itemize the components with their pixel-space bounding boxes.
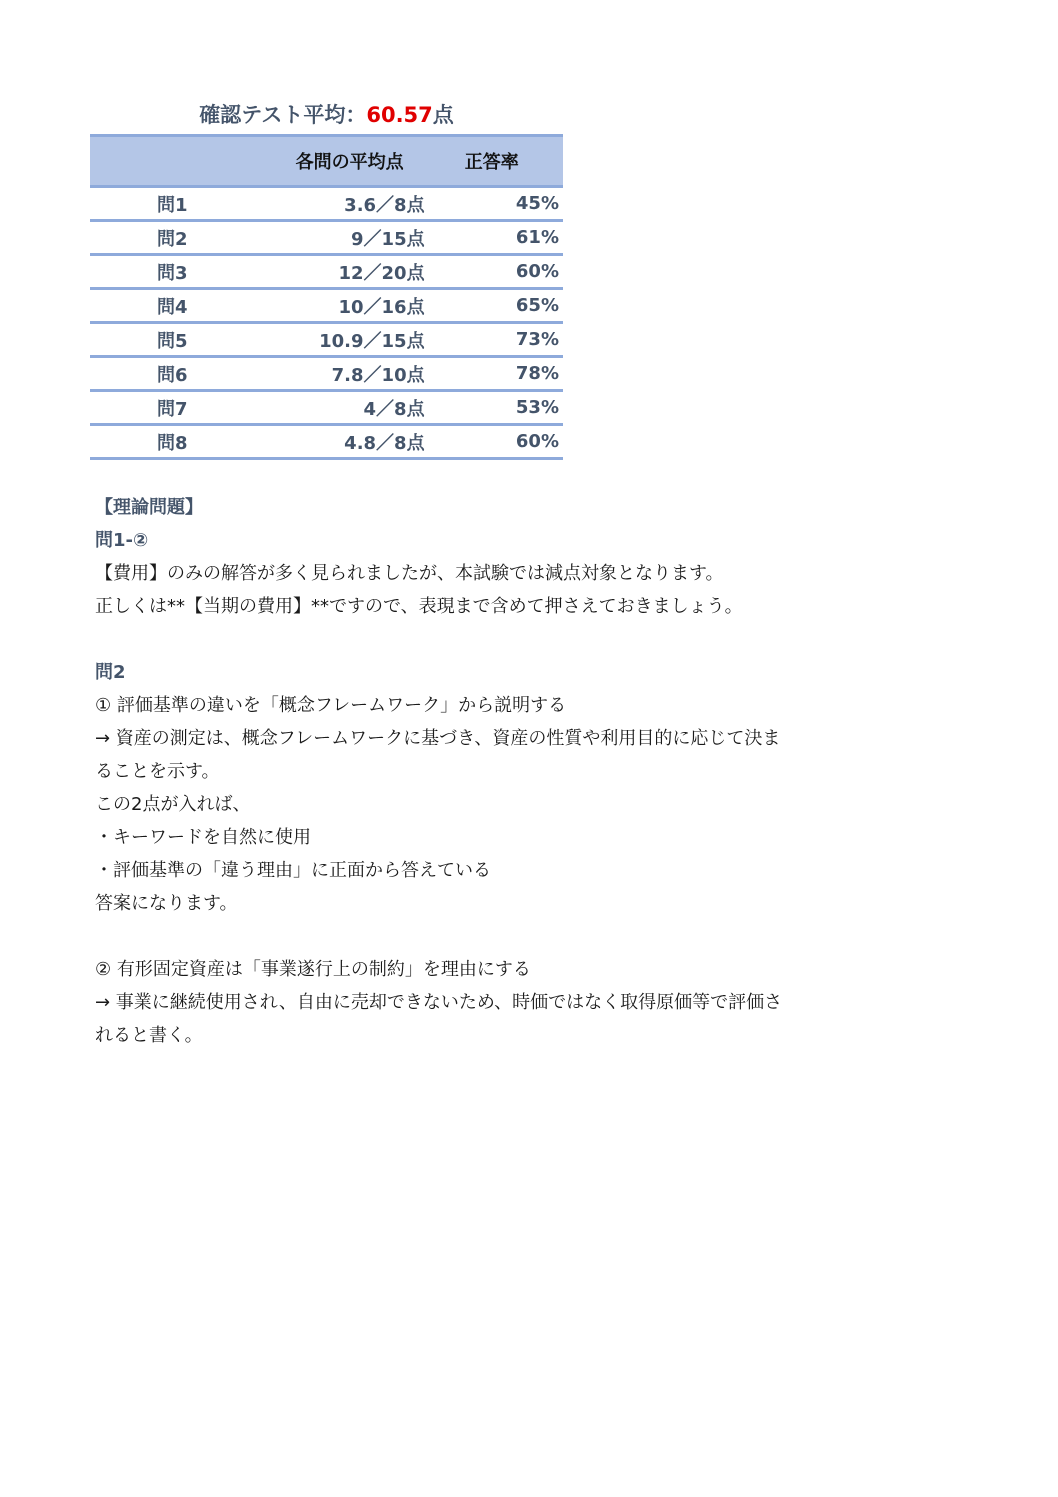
cell-average: 7.8／10点 — [331, 364, 425, 386]
cell-question: 問8 — [157, 432, 188, 454]
average-score: 60.57 — [366, 103, 433, 127]
paragraph-line: → 事業に継続使用され、自由に売却できないため、時価ではなく取得原価等で評価さ — [95, 992, 783, 1013]
cell-rate: 73% — [515, 329, 559, 350]
header-question — [90, 136, 255, 187]
cell-average: 3.6／8点 — [344, 194, 425, 216]
cell-rate: 65% — [515, 295, 559, 316]
cell-average: 9／15点 — [351, 228, 425, 250]
cell-rate: 78% — [515, 363, 559, 384]
header-average: 各問の平均点 — [295, 152, 404, 173]
q2-heading: 問2 — [95, 662, 126, 683]
cell-question: 問2 — [157, 228, 188, 250]
table-row — [90, 289, 563, 323]
table-row — [90, 323, 563, 357]
cell-average: 10／16点 — [338, 296, 425, 318]
section-heading: 【理論問題】 — [95, 497, 203, 518]
cell-average: 12／20点 — [338, 262, 425, 284]
paragraph-line: ・評価基準の「違う理由」に正面から答えている — [95, 860, 491, 881]
cell-question: 問5 — [157, 330, 188, 352]
cell-rate: 60% — [515, 261, 559, 282]
table-row — [90, 425, 563, 459]
cell-rate: 45% — [515, 193, 559, 214]
cell-rate: 60% — [515, 431, 559, 452]
cell-average: 4／8点 — [363, 398, 425, 420]
cell-question: 問6 — [157, 364, 188, 386]
paragraph-line: れると書く。 — [95, 1025, 203, 1046]
commentary — [95, 491, 895, 1052]
spacer — [95, 920, 895, 953]
paragraph-line: → 資産の測定は、概念フレームワークに基づき、資産の性質や利用目的に応じて決ま — [95, 728, 781, 749]
table-row — [90, 255, 563, 289]
header-rate: 正答率 — [464, 152, 519, 173]
title-suffix: 点 — [432, 103, 454, 127]
cell-rate: 53% — [515, 397, 559, 418]
table-row — [90, 357, 563, 391]
spacer — [95, 623, 895, 656]
paragraph-line: ることを示す。 — [95, 761, 220, 782]
paragraph-line: 【費用】のみの解答が多く見られましたが、本試験では減点対象となります。 — [95, 563, 724, 584]
paragraph-line: 正しくは**【当期の費用】**ですので、表現まで含めて押さえておきましょう。 — [95, 596, 743, 617]
paragraph-line: ② 有形固定資産は「事業遂行上の制約」を理由にする — [95, 959, 531, 980]
q1-heading: 問1-② — [95, 530, 149, 551]
paragraph-line: 答案になります。 — [95, 893, 238, 914]
table-row — [90, 221, 563, 255]
cell-question: 問1 — [157, 194, 188, 216]
page-title — [90, 99, 563, 131]
cell-question: 問3 — [157, 262, 188, 284]
cell-question: 問4 — [157, 296, 188, 318]
paragraph-line: ・キーワードを自然に使用 — [95, 827, 311, 848]
cell-rate: 61% — [515, 227, 559, 248]
table-row — [90, 187, 563, 221]
paragraph-line: この2点が入れば、 — [95, 794, 251, 815]
cell-average: 4.8／8点 — [344, 432, 425, 454]
table-header-row — [90, 136, 563, 187]
cell-question: 問7 — [157, 398, 188, 420]
score-table — [90, 134, 563, 460]
cell-average: 10.9／15点 — [319, 330, 425, 352]
paragraph-line: ① 評価基準の違いを「概念フレームワーク」から説明する — [95, 695, 567, 716]
table-row — [90, 391, 563, 425]
title-prefix: 確認テスト平均： — [199, 103, 367, 127]
